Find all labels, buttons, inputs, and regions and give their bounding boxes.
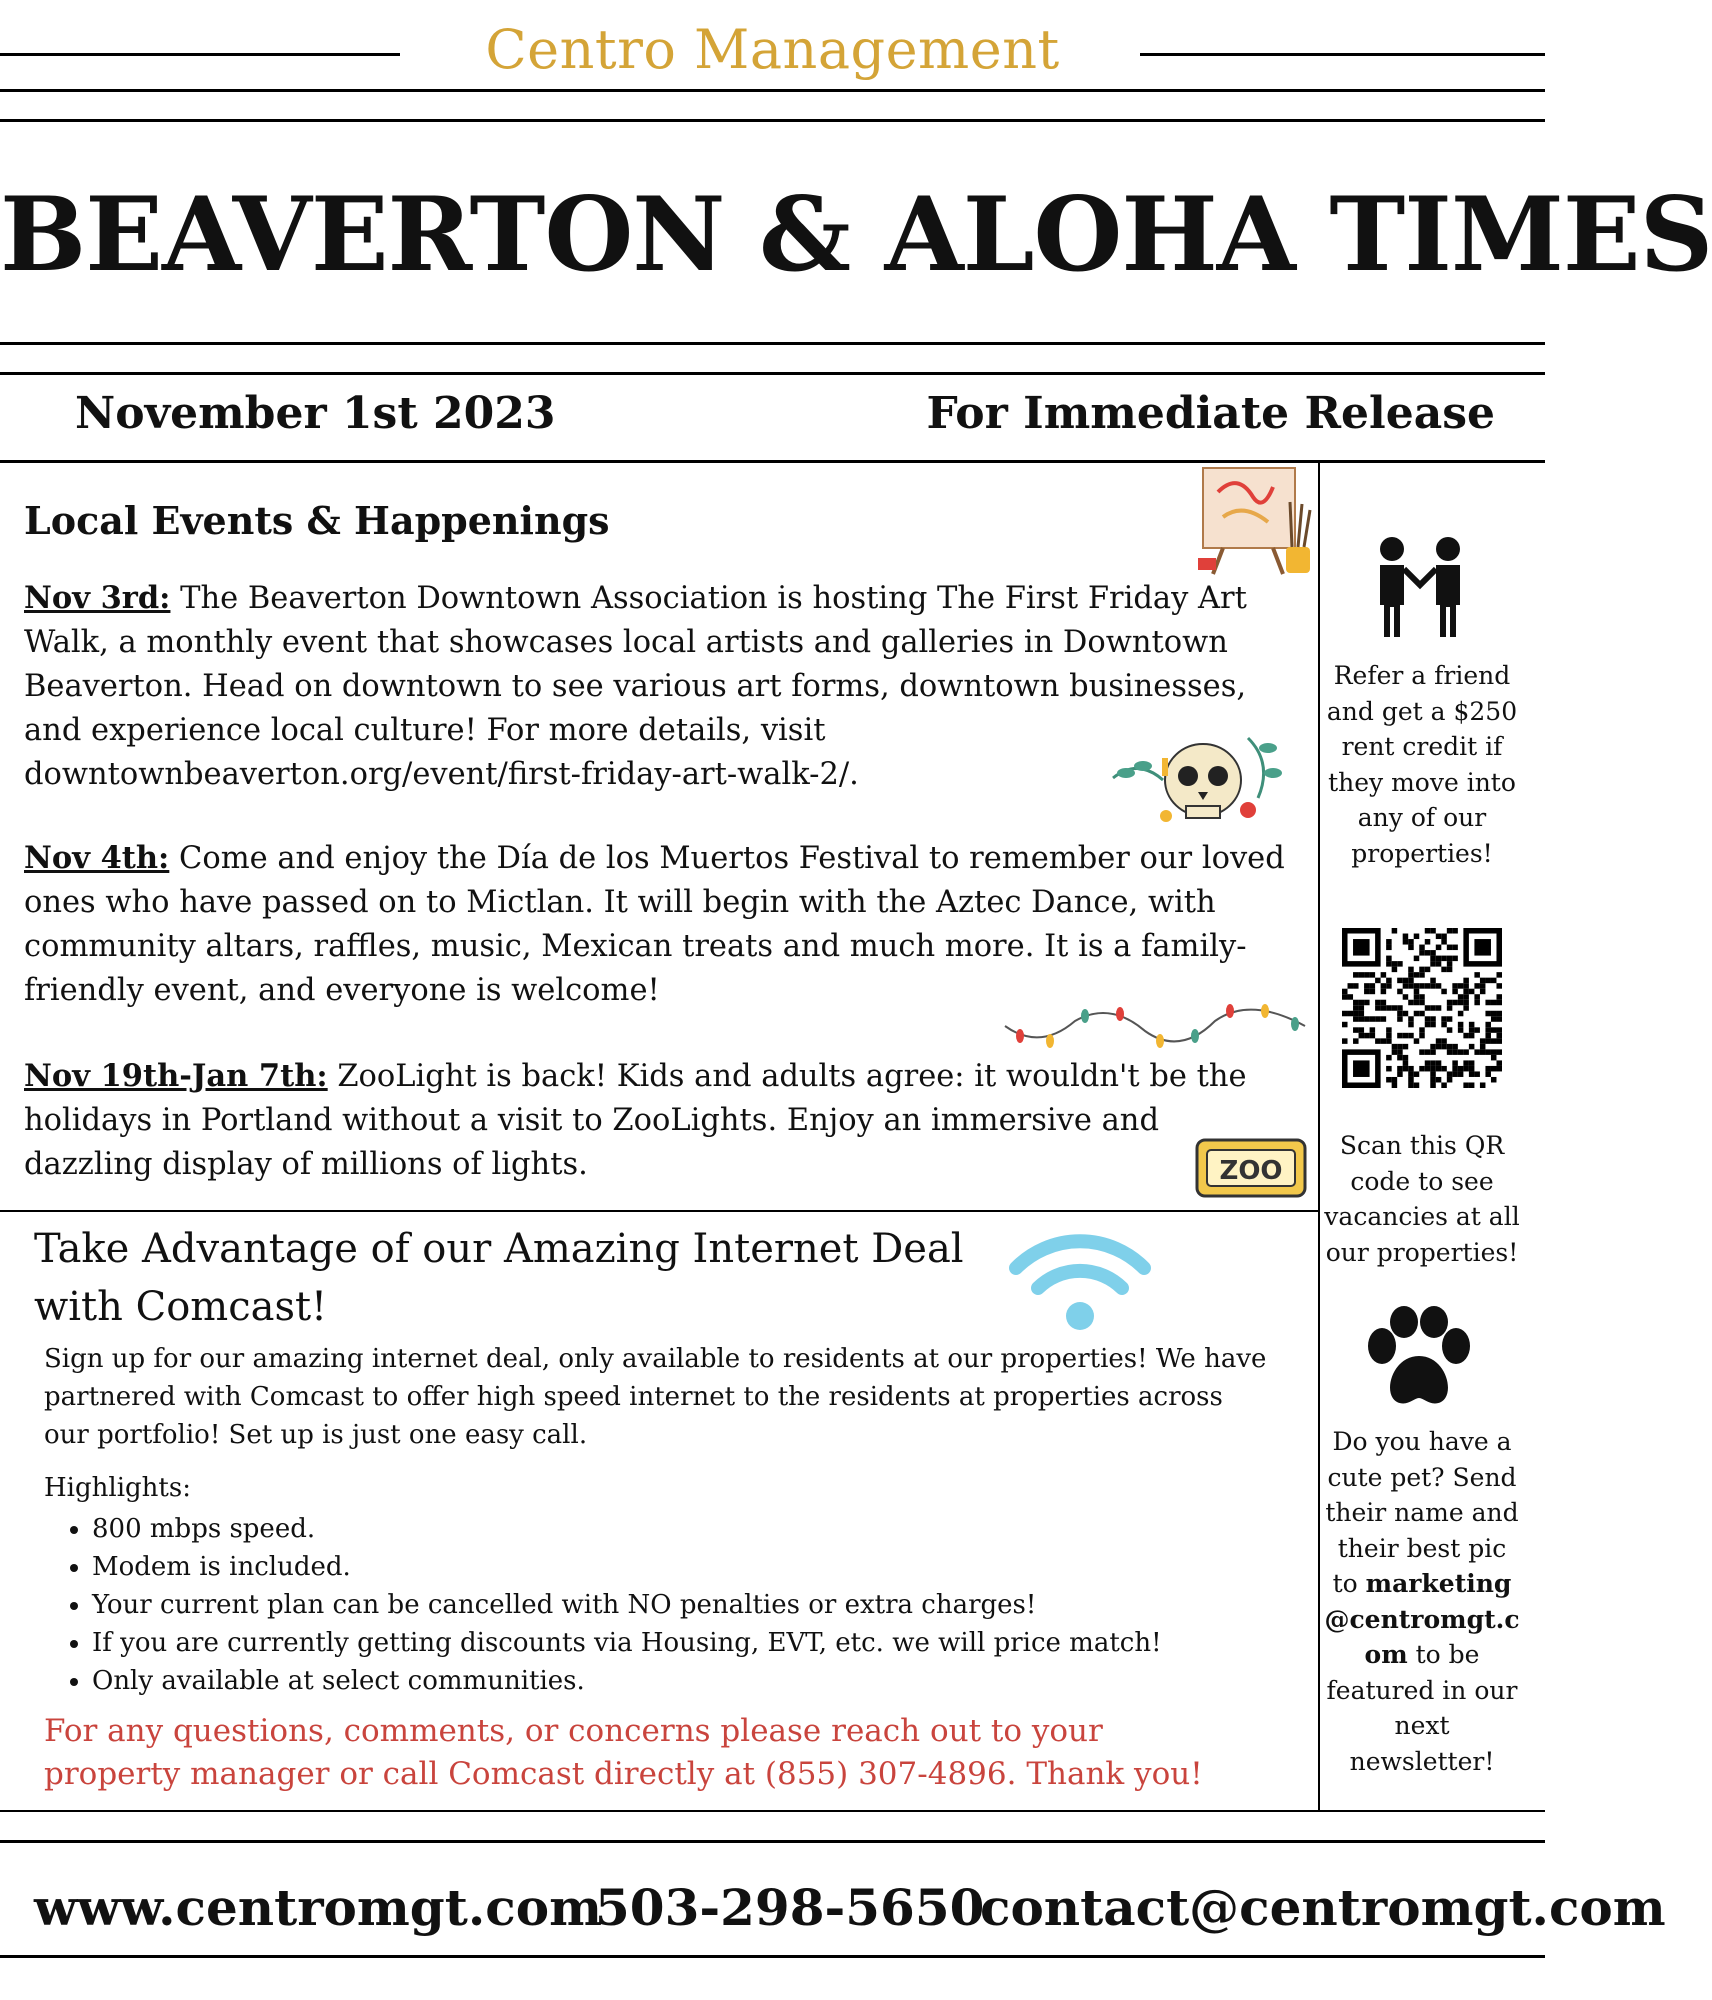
- highlight-item: • Only available at select communities.: [92, 1662, 1162, 1700]
- release-label: For Immediate Release: [926, 388, 1495, 439]
- event-text: The Beaverton Downtown Association is hosting The First Friday Art Walk, a monthly event that showcases local artists and galleries in Downtown Beaverton. Head on downtown to see various art forms, downtown businesses, and experience local culture! For more details, visit downtownbeaverton.org/event/first-friday-art-walk-2/.: [24, 581, 1247, 792]
- qr-code-graphic: [1342, 928, 1502, 1088]
- sidebar-divider: [1318, 462, 1320, 1812]
- footer-phone[interactable]: 503-298-5650: [595, 1878, 985, 1937]
- event-date: Nov 19th-Jan 7th:: [24, 1058, 328, 1094]
- footer-website-link[interactable]: www.centromgt.com: [34, 1878, 602, 1937]
- event-text: Come and enjoy the Día de los Muertos Festival to remember our loved ones who have passed on to Mictlan. It will begin with the Aztec Dance, with community altars, raffles, music, Mexican treats and much more. It is a family-friendly event, and everyone is welcome!: [24, 841, 1285, 1008]
- section-rule: [0, 1210, 1320, 1212]
- zoo-sign-icon: [1193, 1134, 1309, 1204]
- highlight-item: • Modem is included.: [92, 1548, 1162, 1586]
- masthead-rule: [0, 372, 1545, 375]
- issue-date: November 1st 2023: [75, 388, 556, 439]
- event-date: Nov 4th:: [24, 840, 170, 876]
- event-item: [24, 1054, 1294, 1187]
- highlight-item: • Your current plan can be cancelled with NO penalties or extra charges!: [92, 1586, 1162, 1624]
- highlight-item: • 800 mbps speed.: [92, 1510, 1162, 1548]
- pet-email-link[interactable]: marketing@centromgt.com: [1324, 1569, 1520, 1669]
- deal-title: Take Advantage of our Amazing Internet Deal with Comcast!: [34, 1226, 964, 1330]
- qr-code[interactable]: [1342, 928, 1502, 1088]
- paw-icon: [1362, 1306, 1476, 1408]
- contact-note: For any questions, comments, or concerns please reach out to your property manager or call Comcast directly at (855) 307-4896. Thank you!: [44, 1713, 1203, 1792]
- footer-email-link[interactable]: contact@centromgt.com: [980, 1878, 1666, 1937]
- events-heading: Local Events & Happenings: [24, 498, 610, 543]
- handshake-people-icon: [1370, 535, 1470, 640]
- deal-body: Sign up for our amazing internet deal, only available to residents at our properties! We have partnered with Comcast to offer high speed internet to the residents at properties across our portfolio! Set up is just one easy call.: [44, 1344, 1267, 1450]
- masthead-rule: [0, 342, 1545, 345]
- event-text: ZooLight is back! Kids and adults agree: it wouldn't be the holidays in Portland without a visit to ZooLights. Enjoy an immersive and dazzling display of millions of lights.: [24, 1059, 1247, 1182]
- masthead-title: BEAVERTON & ALOHA TIMES: [0, 175, 1712, 295]
- qr-note: Scan this QR code to see vacancies at all our properties!: [1324, 1131, 1520, 1267]
- highlights-list: [44, 1510, 1162, 1700]
- event-date: Nov 3rd:: [24, 580, 171, 616]
- footer-rule: [0, 1810, 1545, 1812]
- highlights-label: Highlights:: [44, 1473, 191, 1503]
- header-rule: [0, 119, 1545, 122]
- pet-note: Do you have a cute pet? Send their name and their best pic to marketing@centromgt.com to be featured in our next newsletter!: [1324, 1427, 1520, 1776]
- header-rule: [0, 89, 1545, 92]
- footer-rule: [0, 1840, 1545, 1843]
- event-item: [24, 576, 1294, 797]
- wifi-icon: [1008, 1228, 1152, 1332]
- event-item: [24, 836, 1294, 1013]
- brand-name: Centro Management: [485, 18, 1060, 81]
- zoo-sign-text: ZOO: [1219, 1156, 1283, 1186]
- easel-icon: [1198, 462, 1316, 580]
- footer-rule: [0, 1955, 1545, 1958]
- highlight-item: • If you are currently getting discounts via Housing, EVT, etc. we will price match!: [92, 1624, 1162, 1662]
- referral-note: Refer a friend and get a $250 rent credit if they move into any of our properties!: [1326, 661, 1518, 868]
- sugar-skull-icon: [1108, 718, 1296, 846]
